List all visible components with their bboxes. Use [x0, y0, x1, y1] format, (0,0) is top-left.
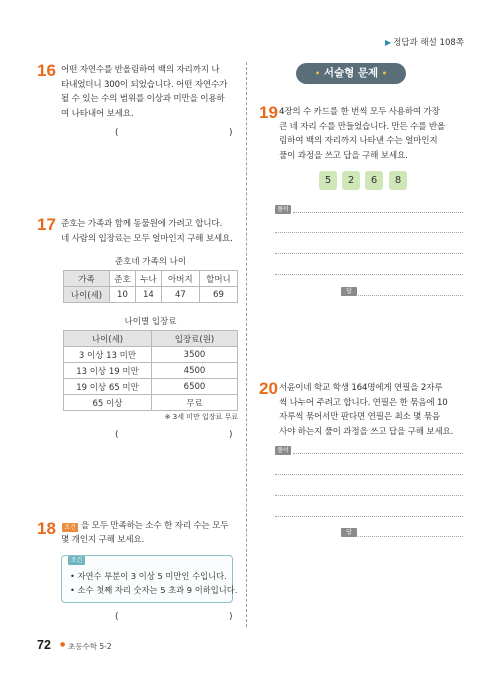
question-17-line: 네 사람의 입장료는 모두 얼마인지 구해 보세요. [61, 233, 233, 244]
table-cell: 69 [199, 287, 237, 303]
table-row [64, 395, 238, 411]
number-card: 8 [389, 171, 407, 190]
condition-item: • 소수 첫째 자리 숫자는 5 초과 9 이하입니다. [70, 585, 238, 595]
question-18-line: 몇 개인지 구해 보세요. [61, 535, 145, 545]
table-cell: 할머니 [199, 271, 237, 287]
question-19-line: 4장의 수 카드를 한 번씩 모두 사용하여 가장 [279, 107, 440, 117]
admission-fee-table [63, 330, 238, 411]
table-cell: 누나 [135, 271, 161, 287]
question-20-line: 사야 하는지 풀이 과정을 쓰고 답을 구해 보세요. [279, 426, 454, 437]
question-17-answer-close: ) [229, 430, 233, 440]
table-cell: 입장료(원) [152, 331, 238, 347]
question-17-answer-open: ( [115, 430, 119, 440]
condition-item: • 자연수 부분이 3 이상 5 미만인 수입니다. [70, 571, 227, 581]
table-1-caption: 준호네 가족의 나이 [114, 257, 187, 267]
question-19-line: 풀이 과정을 쓰고 답을 구해 보세요. [279, 150, 408, 161]
table-cell: 13 이상 19 미만 [64, 363, 152, 379]
answer-reference [385, 36, 464, 48]
solution-tag: 풀이 [275, 446, 291, 455]
dot-icon: • [315, 69, 321, 78]
question-18-answer-open: ( [115, 612, 119, 622]
question-16-answer-close: ) [229, 128, 233, 138]
question-16-text [61, 63, 241, 121]
condition-box-tag: 조건 [68, 556, 85, 565]
question-16-line: 타내었더니 300이 되었습니다. 어떤 자연수가 [61, 79, 228, 90]
answer-line [275, 474, 463, 475]
answer-line [275, 495, 463, 496]
table-cell: 3500 [152, 347, 238, 363]
bullet-icon: ● [60, 641, 66, 648]
section-badge [296, 63, 406, 84]
answer-line [275, 253, 463, 254]
question-18-answer-close: ) [229, 612, 233, 622]
table-cell: 준호 [110, 271, 136, 287]
number-card: 5 [319, 171, 337, 190]
number-card: 2 [342, 171, 360, 190]
question-20-line: 씩 나누어 주려고 합니다. 연필은 한 묶음에 10 [279, 397, 448, 408]
question-18-line: 을 모두 만족하는 소수 한 자리 수는 모두 [81, 521, 229, 531]
answer-line [275, 232, 463, 233]
question-19-text [279, 105, 469, 163]
table-row [64, 347, 238, 363]
answer-line [275, 274, 463, 275]
answer-line [275, 516, 463, 517]
table-cell: 14 [135, 287, 161, 303]
column-divider [246, 62, 247, 627]
question-20-line: 자루씩 묶어서만 판다면 연필은 최소 몇 묶음 [279, 412, 441, 422]
number-card: 6 [365, 171, 383, 190]
question-17-text [61, 217, 243, 246]
family-age-table [63, 270, 238, 303]
table-cell: 무료 [152, 395, 238, 411]
question-16-number: 16 [37, 61, 56, 80]
question-16-line: 될 수 있는 수의 범위를 이상과 미만을 이용하 [61, 94, 225, 104]
final-answer-line [358, 536, 463, 537]
answer-reference-text: 정답과 해설 108쪽 [393, 38, 464, 48]
free-admission-note: ※ 3세 미만 입장료 무료 [164, 413, 238, 421]
question-20-line: 서윤이네 학교 학생 164명에게 연필을 2자루 [279, 383, 443, 393]
table-cell: 가족 [64, 271, 110, 287]
table-cell: 4500 [152, 363, 238, 379]
question-16-line: 여 나타내어 보세요. [61, 108, 134, 119]
section-badge-label: 서술형 문제 [323, 67, 379, 79]
question-19-line: 큰 네 자리 수를 만들었습니다. 만든 수를 반올 [279, 121, 446, 132]
question-18-number: 18 [37, 519, 56, 538]
page-number: 72 [37, 638, 51, 652]
table-row [64, 331, 238, 347]
question-19-number: 19 [259, 103, 278, 122]
table-cell: 19 이상 65 미만 [64, 379, 152, 395]
subject-label: 초등수학 5-2 [68, 642, 112, 651]
table-cell: 나이(세) [64, 287, 110, 303]
table-cell: 65 이상 [64, 395, 152, 411]
final-answer-line [358, 295, 463, 296]
question-16-line: 어떤 자연수를 반올림하여 백의 자리까지 나 [61, 65, 220, 75]
table-cell: 아버지 [161, 271, 199, 287]
answer-tag: 답 [341, 528, 357, 537]
table-cell: 10 [110, 287, 136, 303]
condition-tag: 조건 [62, 523, 78, 532]
question-19-line: 림하여 백의 자리까지 나타낸 수는 얼마인지 [279, 136, 438, 146]
solution-tag: 풀이 [275, 205, 291, 214]
table-row [64, 363, 238, 379]
question-17-number: 17 [37, 215, 56, 234]
table-cell: 6500 [152, 379, 238, 395]
answer-line [293, 212, 463, 213]
answer-line [293, 453, 463, 454]
table-cell: 나이(세) [64, 331, 152, 347]
dot-icon: • [381, 69, 387, 78]
question-20-text [279, 381, 471, 439]
table-row [64, 379, 238, 395]
triangle-icon: ▶ [384, 38, 392, 47]
table-2-caption: 나이별 입장료 [124, 317, 177, 327]
table-row [64, 287, 238, 303]
table-row [64, 271, 238, 287]
table-cell: 47 [161, 287, 199, 303]
question-16-answer-open: ( [115, 128, 119, 138]
question-20-number: 20 [259, 379, 278, 398]
question-17-line: 준호는 가족과 함께 동물원에 가려고 합니다. [61, 219, 223, 229]
table-cell: 3 이상 13 미만 [64, 347, 152, 363]
answer-tag: 답 [341, 287, 357, 296]
